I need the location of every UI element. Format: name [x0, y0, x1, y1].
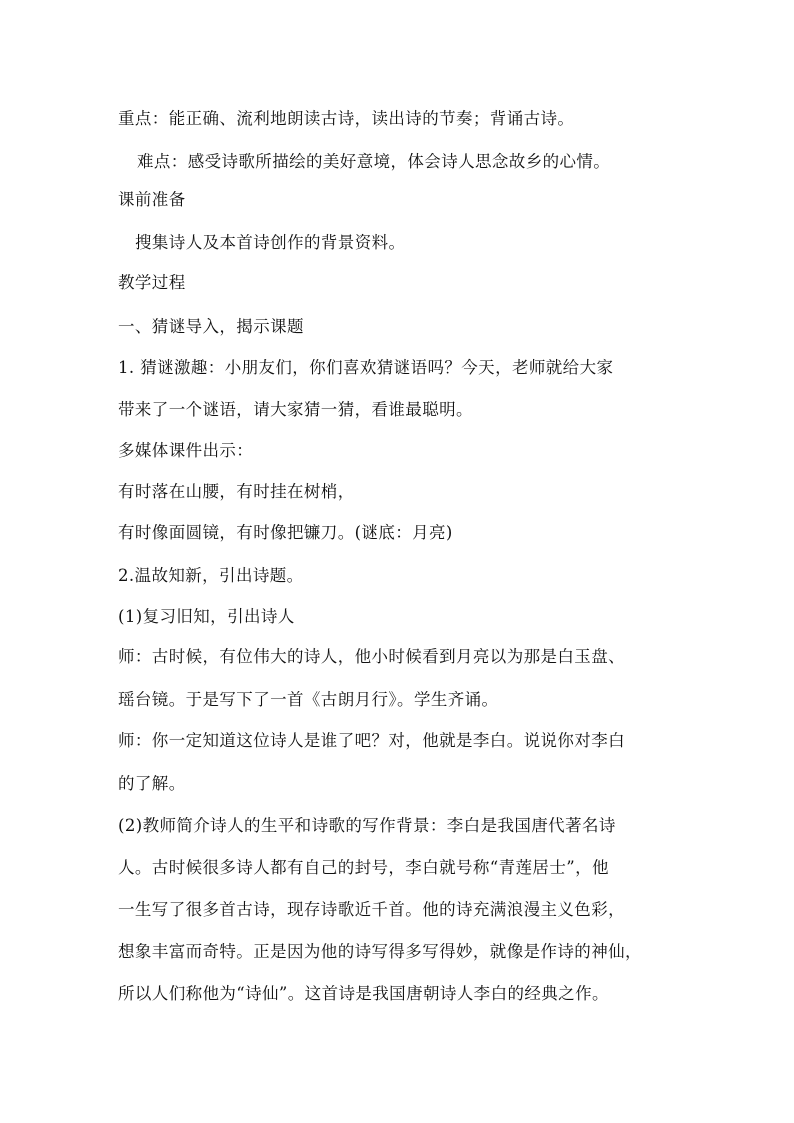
paragraph-line: 师：你一定知道这位诗人是谁了吧？对，他就是李白。说说你对李白	[118, 731, 625, 750]
paragraph-line: 一生写了很多首古诗，现存诗歌近千首。他的诗充满浪漫主义色彩，	[118, 900, 625, 919]
paragraph-line: 师：古时候，有位伟大的诗人，他小时候看到月亮以为那是白玉盘、	[118, 647, 625, 666]
paragraph-line: 所以人们称他为“诗仙”。这首诗是我国唐朝诗人李白的经典之作。	[118, 984, 609, 1003]
paragraph-line: 瑶台镜。于是写下了一首《古朗月行》。学生齐诵。	[118, 690, 499, 709]
paragraph-line: 想象丰富而奇特。正是因为他的诗写得多写得妙，就像是作诗的神仙，	[118, 942, 642, 961]
paragraph-line: 多媒体课件出示：	[118, 441, 254, 460]
key-points-line: 重点：能正确、流利地朗读古诗，读出诗的节奏；背诵古诗。	[118, 109, 575, 128]
paragraph-line: 带来了一个谜语，请大家猜一猜，看谁最聪明。	[118, 400, 473, 419]
difficulty-line: 难点：感受诗歌所描绘的美好意境，体会诗人思念故乡的心情。	[137, 152, 611, 171]
riddle-line: 有时像面圆镜，有时像把镰刀。(谜底：月亮)	[118, 523, 453, 542]
paragraph-line: 的了解。	[118, 774, 186, 793]
preparation-text: 搜集诗人及本首诗创作的背景资料。	[135, 233, 406, 252]
paragraph-line: 1. 猜谜激趣：小朋友们，你们喜欢猜谜语吗？今天，老师就给大家	[118, 358, 614, 377]
subsection-heading: (1)复习旧知，引出诗人	[118, 607, 295, 626]
section-heading-process: 教学过程	[118, 273, 186, 292]
step-one-heading: 一、猜谜导入，揭示课题	[118, 317, 304, 336]
paragraph-line: 2.温故知新，引出诗题。	[118, 566, 304, 585]
riddle-line: 有时落在山腰，有时挂在树梢，	[118, 482, 355, 501]
paragraph-line: (2)教师简介诗人的生平和诗歌的写作背景：李白是我国唐代著名诗	[118, 816, 616, 835]
paragraph-line: 人。古时候很多诗人都有自己的封号，李白就号称“青莲居士”，他	[118, 858, 609, 877]
section-heading-preparation: 课前准备	[118, 190, 186, 209]
